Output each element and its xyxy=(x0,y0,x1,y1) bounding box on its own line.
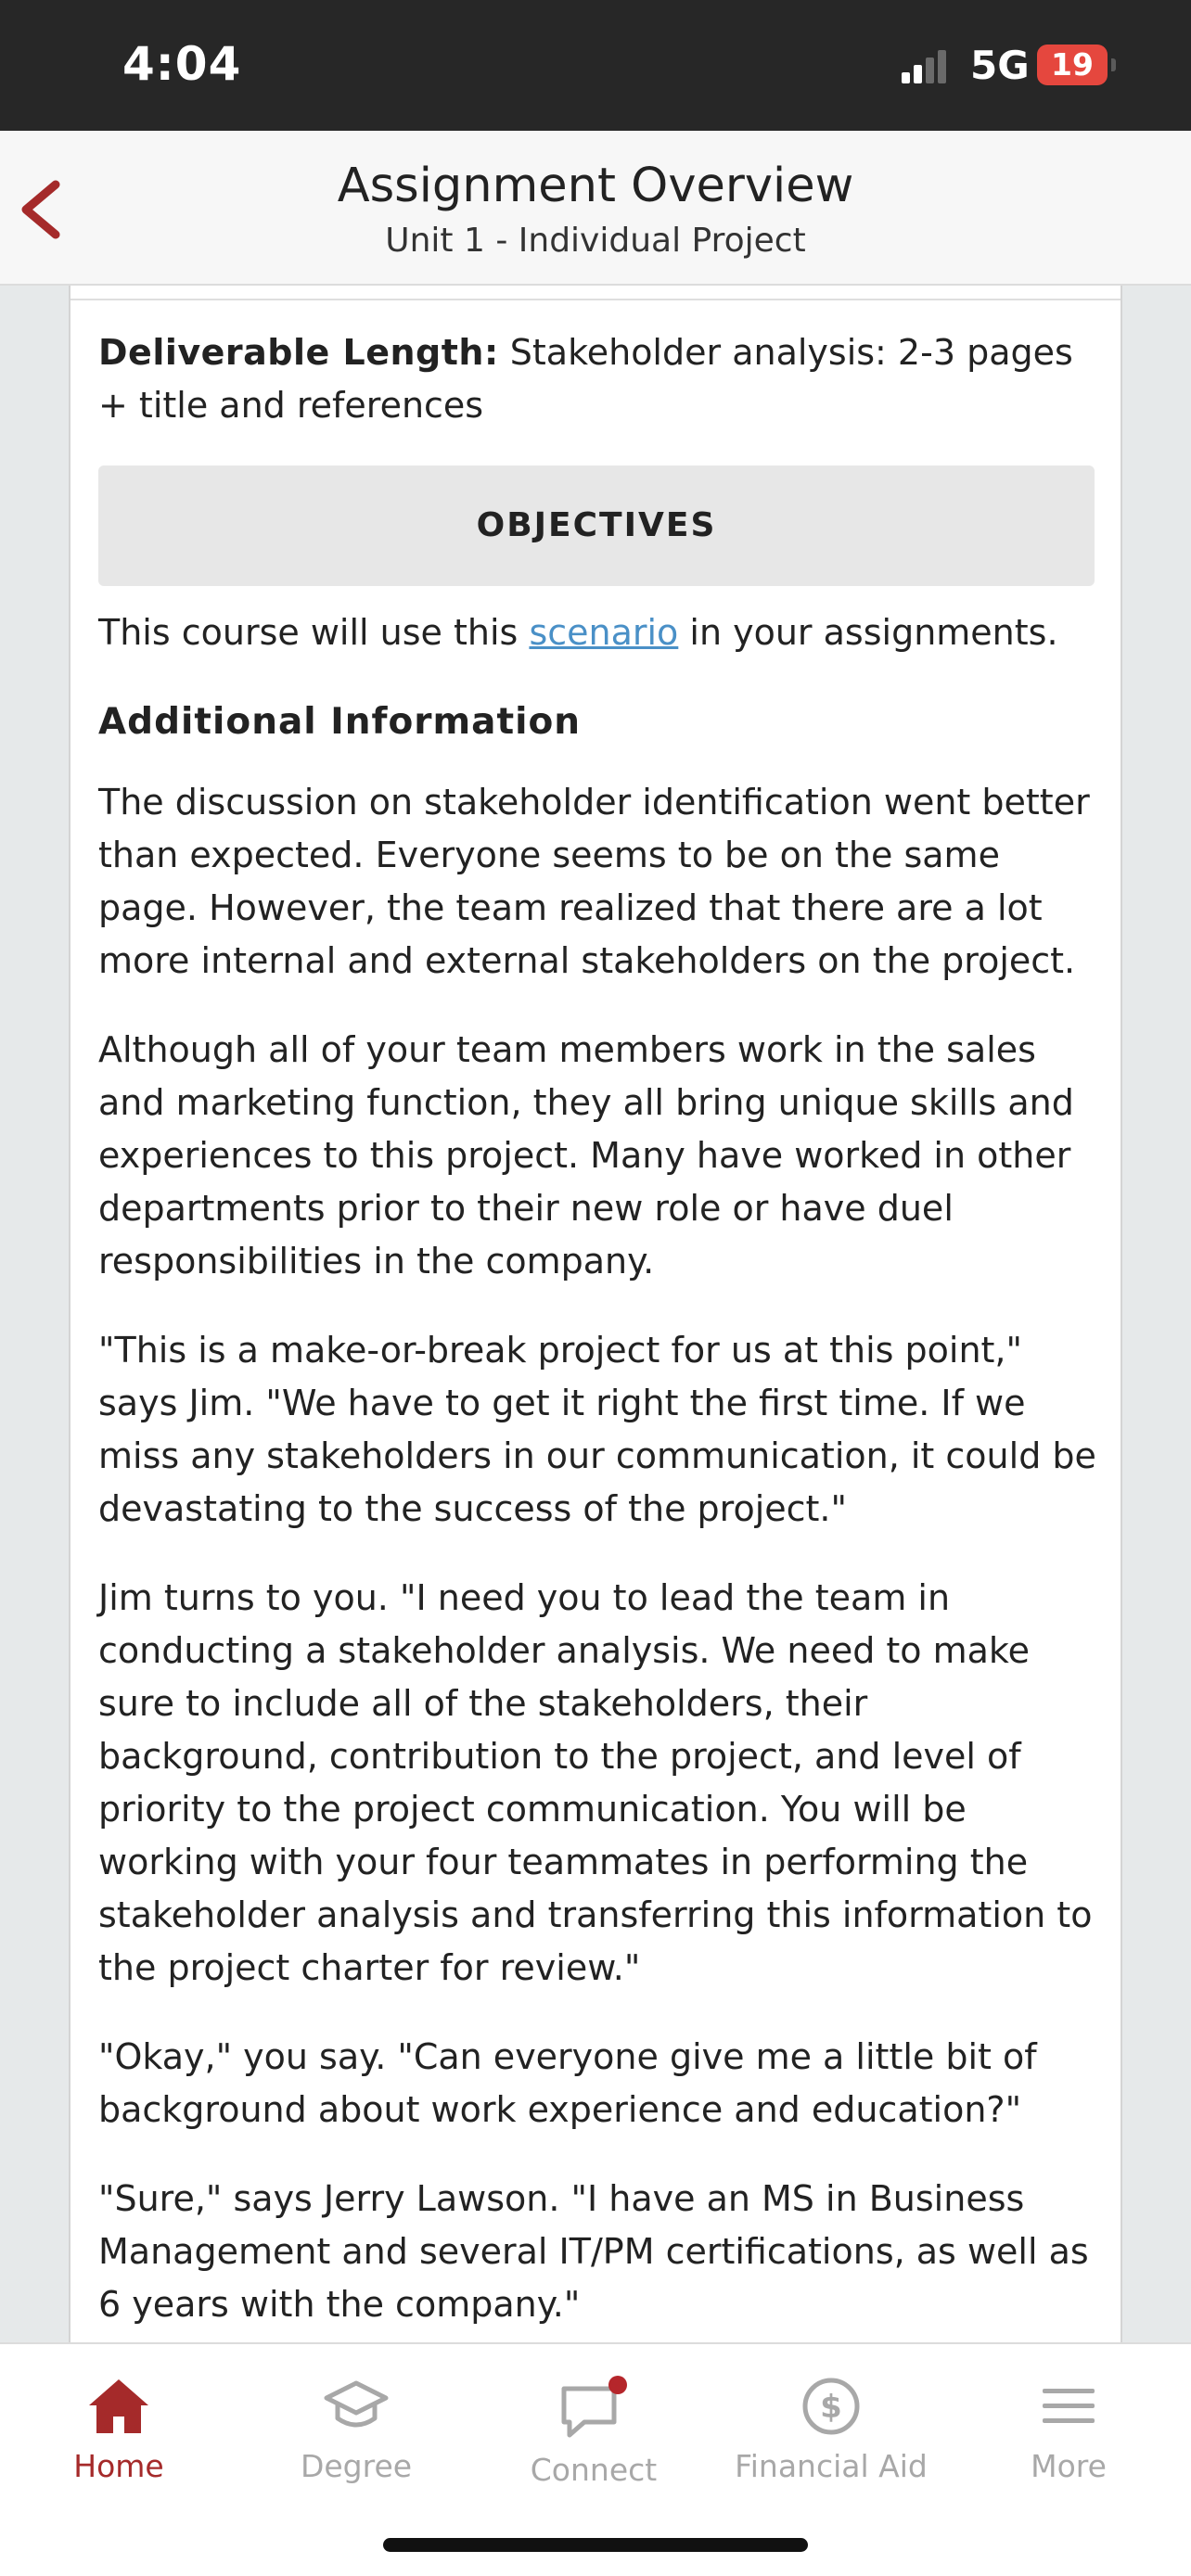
deliverable-label: Deliverable Length: xyxy=(98,332,499,373)
objectives-label: OBJECTIVES xyxy=(476,506,717,544)
paragraph: "This is a make-or-break project for us at this point," says Jim. "We have to get it right the first time. If we miss any stakeholders in our communication, it could be devastating to the success of the project." xyxy=(98,1330,1096,1529)
assignment-content[interactable] xyxy=(69,286,1122,2342)
notification-badge xyxy=(608,2376,627,2394)
home-indicator[interactable] xyxy=(383,2538,808,2552)
hamburger-menu-icon xyxy=(1035,2376,1102,2437)
battery-tip xyxy=(1111,58,1116,71)
nav-header xyxy=(0,131,1191,286)
scenario-sentence xyxy=(98,606,1098,659)
divider xyxy=(70,299,1121,300)
tab-label: More xyxy=(1031,2448,1107,2484)
dollar-coin-icon xyxy=(798,2376,864,2437)
objectives-toggle[interactable] xyxy=(98,465,1095,586)
tab-label: Connect xyxy=(530,2452,658,2488)
deliverable-value: Stakeholder analysis: 2-3 pages + title and references xyxy=(98,332,1073,426)
scenario-after: in your assignments. xyxy=(678,612,1058,653)
network-label: 5G xyxy=(970,43,1030,88)
tab-home[interactable] xyxy=(0,2363,237,2493)
status-time: 4:04 xyxy=(122,37,242,91)
tab-degree[interactable] xyxy=(237,2363,475,2493)
tab-connect[interactable] xyxy=(475,2363,712,2493)
tab-financial-aid[interactable] xyxy=(712,2363,950,2493)
deliverable-length xyxy=(98,326,1098,432)
scenario-before: This course will use this xyxy=(98,612,530,653)
paragraph: Although all of your team members work in the sales and marketing function, they all bring unique skills and experiences to this project. Many have worked in other departments prior to their new role or have duel responsibilities in the company. xyxy=(98,1029,1074,1282)
svg-text:$: $ xyxy=(820,2389,842,2426)
paragraph: Jim turns to you. "I need you to lead the team in conducting a stakeholder analysis. We need to make sure to include all of the stakeholders, their background, contribution to the project, and level of priority to the project communication. You will be working with your four teammates in performing the stakeholder analysis and transferring this information to the project charter for review." xyxy=(98,1577,1093,1988)
tab-label: Home xyxy=(73,2448,164,2484)
scenario-link[interactable]: scenario xyxy=(529,612,679,653)
tab-label: Degree xyxy=(300,2448,413,2484)
home-icon xyxy=(85,2376,152,2437)
additional-info-heading: Additional Information xyxy=(98,701,582,743)
paragraph: "Sure," says Jerry Lawson. "I have an MS in Business Management and several IT/PM certifications, as well as 6 years with the company." xyxy=(98,2178,1089,2325)
graduation-cap-icon xyxy=(323,2376,390,2437)
tab-label: Financial Aid xyxy=(735,2448,928,2484)
battery-icon xyxy=(1037,45,1108,85)
battery-level: 19 xyxy=(1051,46,1094,83)
paragraph: The discussion on stakeholder identification went better than expected. Everyone seems to be on the same page. However, the team realized that there are a lot more internal and external stakeholders on the project. xyxy=(98,782,1090,981)
tab-more[interactable] xyxy=(950,2363,1187,2493)
cellular-signal-icon xyxy=(902,48,948,83)
chat-bubble-icon xyxy=(557,2376,631,2441)
page-subtitle: Unit 1 - Individual Project xyxy=(385,222,806,260)
status-bar xyxy=(0,0,1191,131)
page-title: Assignment Overview xyxy=(337,159,854,213)
assignment-text xyxy=(98,326,1098,2342)
paragraph: "Okay," you say. "Can everyone give me a little bit of background about work experience and education?" xyxy=(98,2036,1037,2130)
